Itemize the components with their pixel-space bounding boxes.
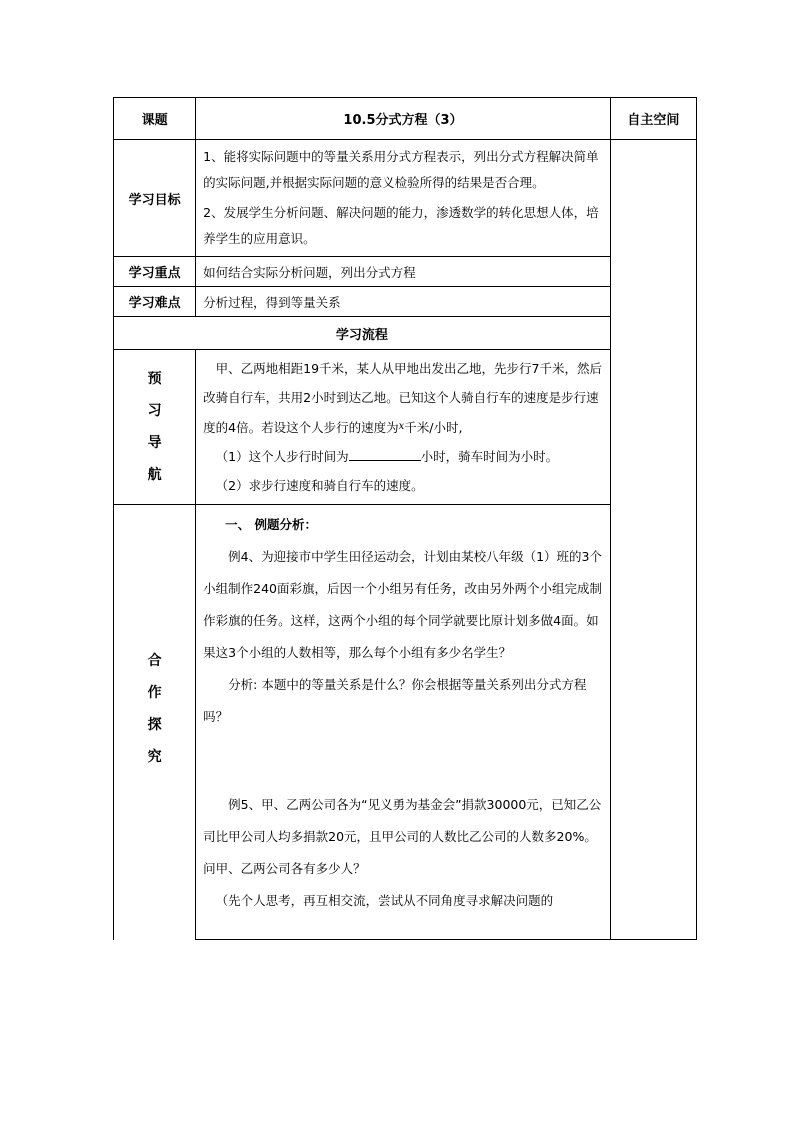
preview-question-2: （2）求步行速度和骑自行车的速度。 — [215, 478, 424, 493]
preview-label-char-4: 航 — [147, 467, 162, 483]
example-5: 例5、甲、乙两公司各为“见义勇为基金会”捐款30000元，已知乙公司比甲公司人均多捐款20元，且甲公司的人数比乙公司的人数多20%。问甲、乙两公司各有多少人？ — [203, 797, 602, 876]
flow-row — [114, 317, 697, 350]
analysis-prompt: 分析: 本题中的等量关系是什么？你会根据等量关系列出分式方程吗？ — [203, 677, 587, 724]
preview-question-1 — [203, 442, 604, 471]
difficulty-text: 分析过程，得到等量关系 — [196, 287, 611, 317]
header-row — [114, 98, 697, 140]
objectives-content — [196, 140, 611, 257]
explore-label-char-3: 探 — [147, 717, 162, 733]
question-1-text-b: 小时，骑车时间为小时。 — [420, 449, 559, 464]
preview-content — [196, 350, 611, 505]
side-space-column — [610, 140, 696, 940]
preview-problem-text-b: 千米/小时, — [404, 420, 463, 435]
difficulty-row — [114, 287, 697, 317]
key-point-text: 如何结合实际分析问题，列出分式方程 — [196, 257, 611, 287]
explore-label-char-2: 作 — [147, 685, 162, 701]
preview-problem — [203, 354, 604, 442]
explore-row — [114, 505, 697, 940]
preview-label — [114, 350, 196, 505]
section-title: 一、 例题分析： — [225, 517, 317, 532]
lesson-plan-table — [113, 97, 697, 940]
objectives-label: 学习目标 — [114, 140, 196, 257]
topic-title: 10.5分式方程（3） — [196, 98, 611, 140]
explore-label — [114, 505, 196, 940]
answer-space — [203, 733, 604, 789]
key-point-row — [114, 257, 697, 287]
explore-label-char-1: 合 — [147, 653, 162, 669]
example-4: 例4、为迎接市中学生田径运动会，计划由某校八年级（1）班的3个小组制作240面彩旗，后因一个小组另有任务，改由另外两个小组完成制作彩旗的任务。这样，这两个小组的每个同学就要比原计划多做4面。如果这3个小组的人数相等，那么每个小组有多少名学生？ — [203, 549, 603, 660]
topic-label: 课题 — [114, 98, 196, 140]
objective-item-1: 1、能将实际问题中的等量关系用分式方程表示，列出分式方程解决简单的实际问题,并根据实际问题的意义检验所得的结果是否合理。 — [203, 149, 599, 190]
preview-label-char-1: 预 — [147, 371, 162, 387]
explore-content — [196, 505, 611, 940]
variable-x: x — [398, 421, 405, 432]
preview-row — [114, 350, 697, 505]
question-1-text-a: （1）这个人步行时间为 — [215, 449, 349, 464]
side-space-label: 自主空间 — [610, 98, 696, 140]
key-point-label: 学习重点 — [114, 257, 196, 287]
explore-label-char-4: 究 — [147, 749, 162, 765]
flow-title: 学习流程 — [114, 317, 611, 350]
difficulty-label: 学习难点 — [114, 287, 196, 317]
answer-blank[interactable] — [349, 446, 421, 461]
preview-label-char-2: 习 — [147, 403, 162, 419]
discussion-hint: （先个人思考，再互相交流，尝试从不同角度寻求解决问题的 — [215, 893, 554, 908]
preview-label-char-3: 导 — [147, 435, 162, 451]
preview-problem-text-a: 甲、乙两地相距19千米，某人从甲地出发出乙地，先步行7千米，然后改骑自行车，共用2小时到达乙地。已知这个人骑自行车的速度是步行速度的4倍。若设这个人步行的速度为 — [203, 361, 603, 435]
objectives-row — [114, 140, 697, 257]
objective-item-2: 2、发展学生分析问题、解决问题的能力，渗透数学的转化思想人体，培养学生的应用意识。 — [203, 205, 599, 246]
